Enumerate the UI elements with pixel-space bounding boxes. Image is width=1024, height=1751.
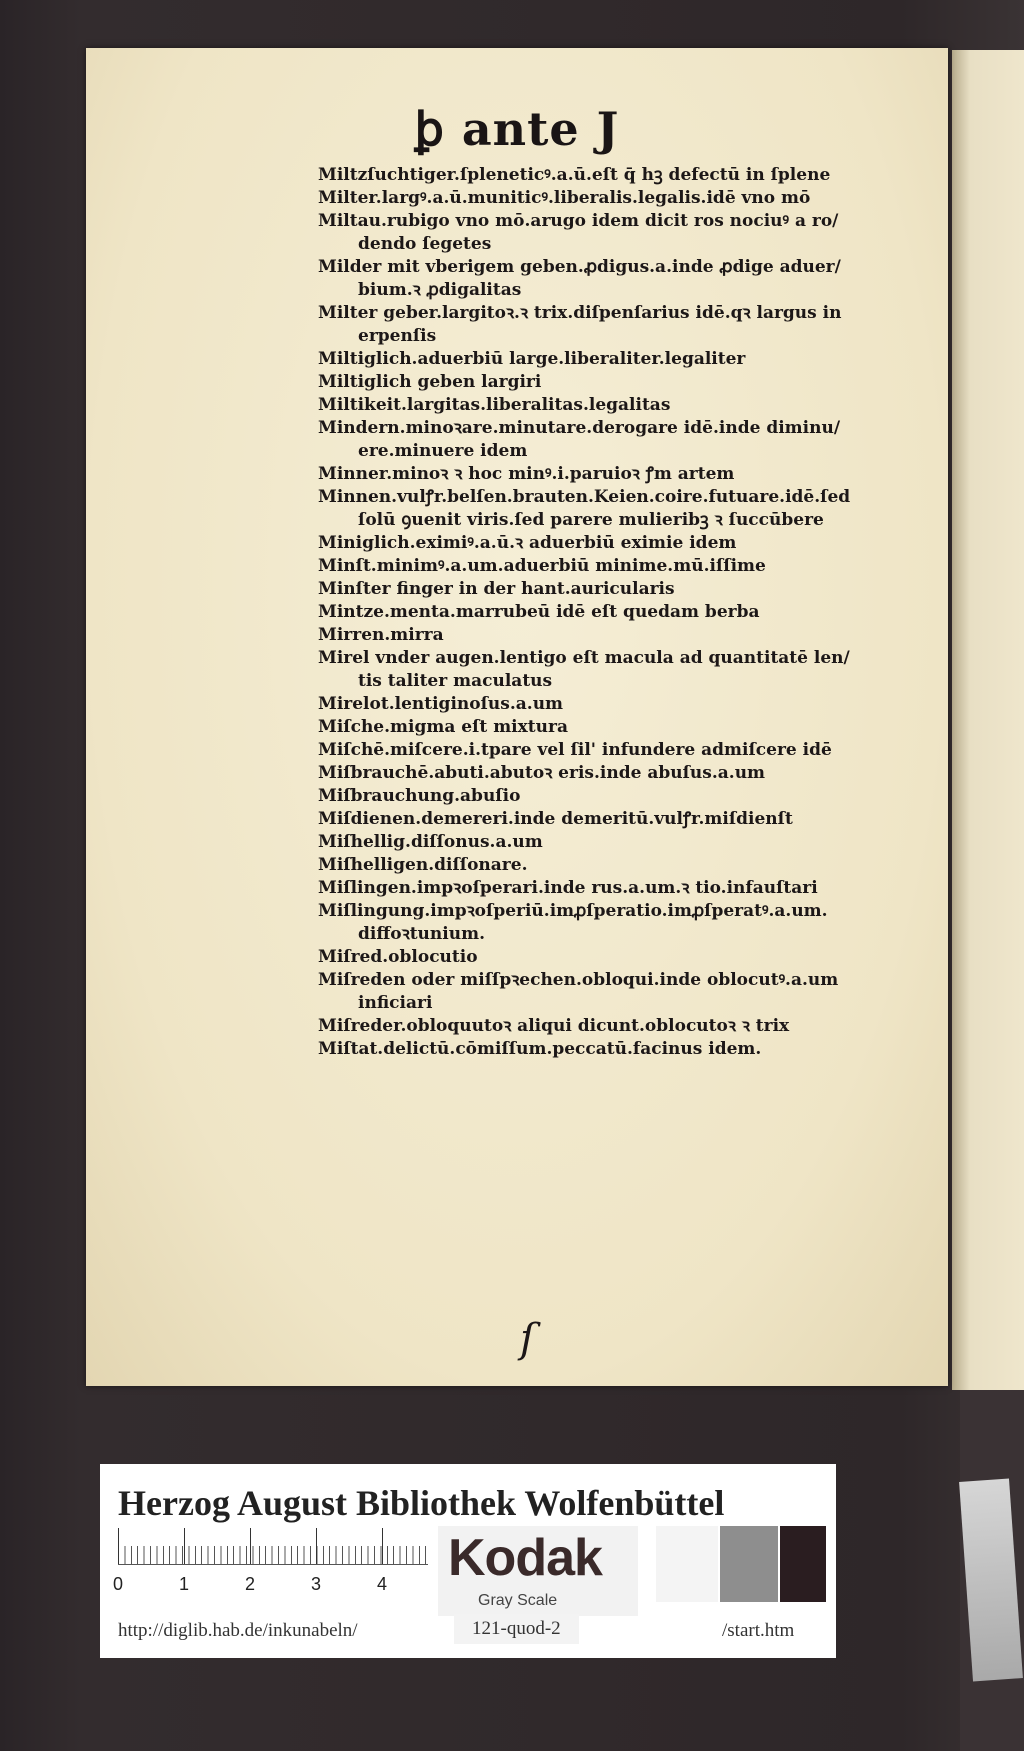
entry-line: Minſt.minimꝰ.a.um.aduerbiū minime.mū.iſſime: [318, 556, 766, 576]
dictionary-entry: [318, 578, 908, 601]
entry-line: Miltau.rubigo vno mō.arugo idem dicit ros nociuꝰ a ro/: [318, 211, 839, 231]
dictionary-entries: [318, 164, 908, 1061]
dictionary-entry: [318, 348, 908, 371]
entry-line: Miltiglich geben largiri: [318, 372, 542, 392]
ruler-number: 0: [113, 1574, 124, 1594]
entry-line: Mirelot.lentiginoſus.a.um: [318, 694, 564, 714]
kodak-logo: [438, 1526, 638, 1616]
dictionary-entry: [318, 693, 908, 716]
entry-line: Minner.minoꝛ ꝛ hoc minꝰ.i.paruioꝛ ꝭm artem: [318, 464, 735, 484]
black-swatch: [780, 1526, 826, 1602]
entry-continuation: tis taliter maculatus: [358, 671, 553, 691]
entry-line: Miſbrauchung.abuſio: [318, 786, 521, 806]
dictionary-entry: [318, 532, 908, 555]
dictionary-entry: [318, 877, 908, 900]
dictionary-entry: [318, 739, 908, 762]
entry-line: Miſdienen.demereri.inde demeritū.vulꝭr.miſdienſt: [318, 809, 793, 829]
ruler-number: 2: [245, 1574, 256, 1594]
dictionary-entry: [318, 371, 908, 394]
dictionary-entry: [318, 256, 908, 302]
entry-line: Miltzſuchtiger.ſpleneticꝰ.a.ū.eſt q̄ hꝫ defectū in ſplene: [318, 165, 831, 185]
dictionary-entry: [318, 831, 908, 854]
entry-line: Miſhelligen.diſſonare.: [318, 855, 528, 875]
entry-line: Miſbrauchē.abuti.abutoꝛ eris.inde abuſus.a.um: [318, 763, 766, 783]
entry-continuation: bium.ꝛ ꝓdigalitas: [358, 280, 522, 300]
dictionary-entry: [318, 785, 908, 808]
ruler-major-tick: [184, 1528, 185, 1564]
dictionary-entry: [318, 486, 908, 532]
entry-continuation: erpenſis: [358, 326, 437, 346]
dictionary-entry: [318, 808, 908, 831]
entry-line: Miſhellig.diſſonus.a.um: [318, 832, 543, 852]
dictionary-entry: [318, 1015, 908, 1038]
entry-continuation: dendo ſegetes: [358, 234, 492, 254]
dictionary-entry: [318, 601, 908, 624]
dictionary-entry: [318, 1038, 908, 1061]
dictionary-entry: [318, 716, 908, 739]
dictionary-entry: [318, 762, 908, 785]
entry-line: Miſchē.miſcere.i.tpare vel ſil' infundere admiſcere idē: [318, 740, 832, 760]
entry-continuation: ere.minuere idem: [358, 441, 528, 461]
kodak-word: Kodak: [448, 1529, 602, 1587]
dictionary-entry: [318, 210, 908, 256]
dictionary-entry: [318, 969, 908, 1015]
signature-mark: ſ: [520, 1316, 535, 1362]
entry-line: Miſtat.delictū.cōmiſſum.peccatū.facinus idem.: [318, 1039, 762, 1059]
url-prefix: http://diglib.hab.de/inkunabeln/: [118, 1620, 358, 1641]
url-identifier: 121-quod-2: [454, 1614, 579, 1644]
dictionary-entry: [318, 624, 908, 647]
kodak-subtitle: Gray Scale: [478, 1592, 558, 1609]
entry-line: Mintze.menta.marrubeū idē eſt quedam berba: [318, 602, 760, 622]
dictionary-entry: [318, 555, 908, 578]
ruler-major-tick: [382, 1528, 383, 1564]
library-name: Herzog August Bibliothek Wolfenbüttel: [118, 1483, 725, 1523]
entry-line: Mirren.mirra: [318, 625, 444, 645]
color-target: [100, 1464, 836, 1658]
dictionary-entry: [318, 647, 908, 693]
ruler-number: 4: [377, 1574, 388, 1594]
dictionary-entry: [318, 417, 908, 463]
entry-continuation: diffoꝛtunium.: [358, 924, 485, 944]
entry-continuation: ſolū ꝯuenit viris.ſed parere mulieribꝫ ꝛ ſuccūbere: [358, 510, 824, 530]
dictionary-entry: [318, 900, 908, 946]
dictionary-entry: [318, 463, 908, 486]
white-swatch: [656, 1526, 718, 1602]
ruler-number: 3: [311, 1574, 322, 1594]
entry-line: Miniglich.eximiꝰ.a.ū.ꝛ aduerbiū eximie idem: [318, 533, 737, 553]
entry-line: Miltikeit.largitas.liberalitas.legalitas: [318, 395, 671, 415]
entry-line: Mirel vnder augen.lentigo eſt macula ad quantitatē len/: [318, 648, 850, 668]
entry-line: Miſlingen.impꝛoſperari.inde rus.a.um.ꝛ tio.infauſtari: [318, 878, 818, 898]
entry-line: Miltiglich.aduerbiū large.liberaliter.legaliter: [318, 349, 746, 369]
facing-page-edge: [952, 50, 1024, 1390]
page-header: ꝧ ante J: [414, 102, 620, 156]
dictionary-entry: [318, 394, 908, 417]
entry-line: Mindern.minoꝛare.minutare.derogare idē.inde diminu/: [318, 418, 841, 438]
entry-line: Miſreder.obloquutoꝛ aliqui dicunt.oblocutoꝛ ꝛ trix: [318, 1016, 790, 1036]
entry-line: Miſred.oblocutio: [318, 947, 478, 967]
entry-line: Milder mit vberigem geben.ꝓdigus.a.inde ꝓdige aduer/: [318, 257, 841, 277]
entry-line: Minnen.vulꝭr.belſen.brauten.Keien.coire.futuare.idē.ſed: [318, 487, 851, 507]
ruler-major-tick: [316, 1528, 317, 1564]
dictionary-entry: [318, 946, 908, 969]
entry-line: Milter.largꝰ.a.ū.muniticꝰ.liberalis.legalis.idē vno mō: [318, 188, 811, 208]
dictionary-entry: [318, 302, 908, 348]
entry-line: Miſreden oder miſſpꝛechen.obloqui.inde oblocutꝰ.a.um: [318, 970, 839, 990]
entry-line: Minſter finger in der hant.auricularis: [318, 579, 675, 599]
ruler-number: 1: [179, 1574, 190, 1594]
dictionary-entry: [318, 164, 908, 187]
url-suffix: /start.htm: [722, 1620, 795, 1641]
entry-line: Miſlingung.impꝛoſperiū.imꝓſperatio.imꝓſperatꝰ.a.um.: [318, 901, 828, 921]
entry-continuation: inficiari: [358, 993, 433, 1013]
ruler-major-tick: [250, 1528, 251, 1564]
dictionary-entry: [318, 187, 908, 210]
entry-line: Milter geber.largitoꝛ.ꝛ trix.diſpenſarius idē.qꝛ largus in: [318, 303, 842, 323]
dictionary-entry: [318, 854, 908, 877]
entry-line: Miſche.migma eſt mixtura: [318, 717, 568, 737]
gray-swatch: [720, 1526, 778, 1602]
ruler-major-tick: [118, 1528, 119, 1564]
